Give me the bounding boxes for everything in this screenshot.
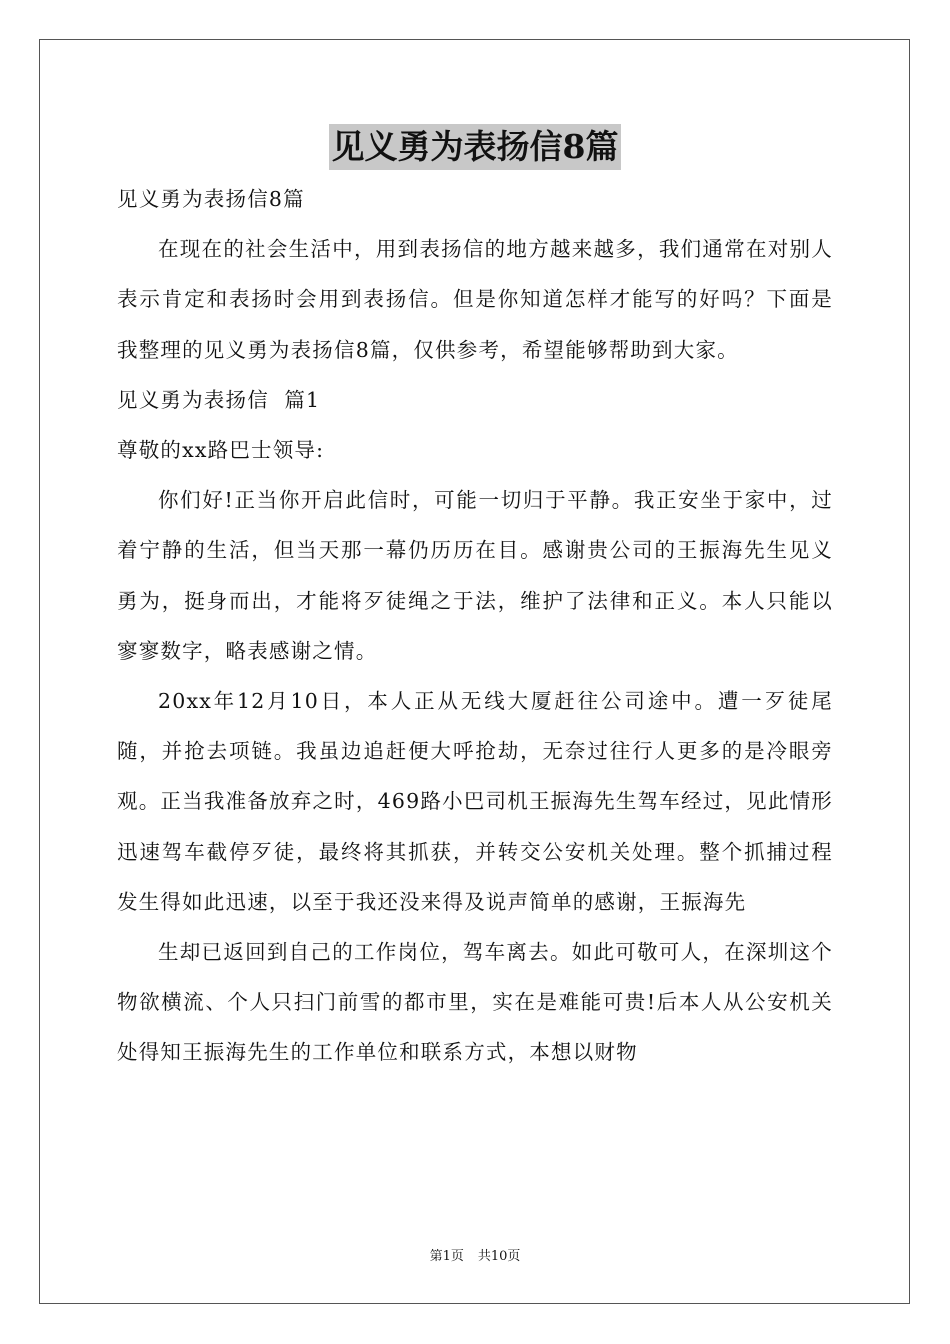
letter-salutation: 尊敬的xx路巴士领导: xyxy=(117,438,325,463)
body-paragraph-2: 20xx年12月10日，本人正从无线大厦赶往公司途中。遭一歹徒尾随，并抢去项链。我虽边追赶便大呼抢劫，无奈过往行人更多的是冷眼旁观。正当我准备放弃之时，469路小巴司机王振海先生驾车经过，见此情形迅速驾车截停歹徒，最终将其抓获，并转交公安机关处理。整个抓捕过程发生得如此迅速，以至于我还没来得及说声简单的感谢，王振海先 xyxy=(117,689,833,914)
page-footer xyxy=(0,1248,950,1266)
document-body xyxy=(117,174,833,1078)
document-title: 见义勇为表扬信8篇 xyxy=(329,124,622,170)
section-heading: 见义勇为表扬信 篇1 xyxy=(117,387,321,412)
page-number-current: 第1页 xyxy=(429,1249,464,1264)
body-paragraph-3: 生却已返回到自己的工作岗位，驾车离去。如此可敬可人，在深圳这个物欲横流、个人只扫门前雪的都市里，实在是难能可贵!后本人从公安机关处得知王振海先生的工作单位和联系方式，本想以财物 xyxy=(117,940,833,1065)
title-container xyxy=(0,124,950,170)
intro-paragraph: 在现在的社会生活中，用到表扬信的地方越来越多，我们通常在对别人表示肯定和表扬时会用到表扬信。但是你知道怎样才能写的好吗？下面是我整理的见义勇为表扬信8篇，仅供参考，希望能够帮助到大家。 xyxy=(117,237,833,362)
document-subtitle: 见义勇为表扬信8篇 xyxy=(117,187,305,211)
body-paragraph-1: 你们好!正当你开启此信时，可能一切归于平静。我正安坐于家中，过着宁静的生活，但当天那一幕仍历历在目。感谢贵公司的王振海先生见义勇为，挺身而出，才能将歹徒绳之于法，维护了法律和正义。本人只能以寥寥数字，略表感谢之情。 xyxy=(117,488,833,663)
page-number-total: 共10页 xyxy=(477,1249,521,1264)
